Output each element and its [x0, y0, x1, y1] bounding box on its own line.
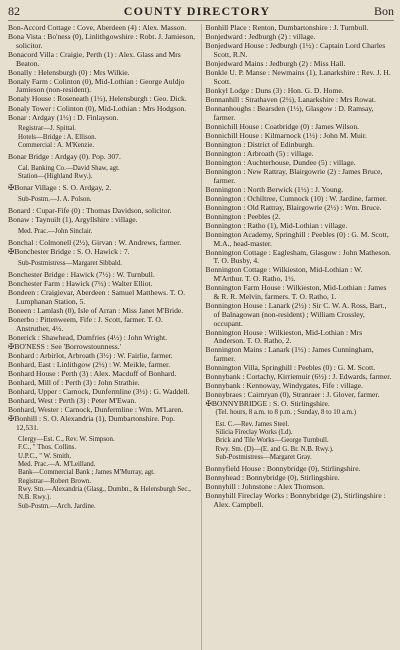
directory-entry: Station—(Highland Rwy.).	[18, 173, 93, 181]
directory-entry: Bonnington Cottage : Eaglesham, Glasgow : John Matheson. T. O. Busby, 4.	[205, 247, 391, 266]
directory-entry: Bonchal : Colmonell (2½), Girvan : W. Andrews, farmer.	[8, 238, 182, 248]
directory-entry: Bon-Accord Cottage : Cove, Aberdeen (4) : Alex. Masson.	[8, 24, 187, 32]
directory-entry: Bonnington : New Rattray, Blairgowrie (2) : James Bruce, farmer.	[205, 166, 383, 185]
directory-entry: Bonaly House : Roseneath (1½), Helensburgh : Geo. Dick.	[8, 94, 187, 104]
directory-entry: Boneen : Lamlash (0), Isle of Arran : Miss Janet M'Bride.	[8, 305, 184, 315]
directory-entry: Bonnington : District of Edinburgh.	[205, 139, 314, 149]
directory-entry: Bonnington : Auchterhouse, Dundee (5) : village.	[205, 157, 356, 167]
directory-entry: Bonjedward Mains : Jedburgh (2) : Miss Hall.	[205, 58, 346, 68]
directory-entry: Bonnington : Ochiltree, Cumnock (10) : W. Jardine, farmer.	[205, 193, 387, 203]
directory-entry: Bonnyfield House : Bonnybridge (0), Stirlingshire.	[205, 464, 361, 474]
directory-entry: Med. Prac.—A. M'Leilland.	[18, 460, 96, 468]
directory-entry: Bonnington Villa, Springhill : Peebles (0) : G. M. Scott.	[205, 363, 376, 373]
directory-entry: Bonhard, West : Perth (3) : Peter M'Ewan.	[8, 396, 137, 406]
directory-entry: Bonhard, Wester : Carnock, Dunfermline : Wm. M'Laren.	[8, 405, 184, 415]
directory-entry: ✠Bonhill : S. O. Alexandria (1), Dumbartonshire. Pop. 12,531.	[8, 414, 176, 432]
directory-entry: Rwy. Stn. (D)—(E. and G. Br. N.B. Rwy.).	[215, 445, 334, 453]
directory-entry: ✠BO'NESS : See 'Borrowstounness.'	[8, 341, 121, 351]
directory-entry: Med. Prac.—John Sinclair.	[18, 228, 93, 236]
directory-entry: Sub-Postmistress—Margaret Gray.	[215, 454, 312, 462]
directory-entry: Clergy—Est. C., Rev. W. Simpson.	[18, 435, 115, 443]
directory-entry: Bonhard, Upper : Carnock, Dunfermline (3½) : G. Waddell.	[8, 387, 190, 397]
directory-entry: Bonnichill House : Kilmarnock (1½) : John M. Muir.	[205, 130, 367, 140]
directory-entry: Cal. Banking Co.—David Shaw, agt.	[18, 164, 120, 172]
directory-entry: Bonnington : Arbroath (5) : village.	[205, 148, 314, 158]
directory-entry: Bonjedward : Jedburgh (2) : village.	[205, 32, 316, 42]
directory-entry: Bonnington House : Wilkieston, Mid-Lothian : Mrs Anderson. T. O. Ratho, 2.	[205, 327, 363, 346]
directory-entry: Bank—Commercial Bank ; James M'Murray, agt.	[18, 469, 155, 477]
directory-entry: Bonaw : Taynuilt (1), Argyllshire : village.	[8, 215, 138, 225]
directory-entry: Bonnybraes : Cairnryan (0), Stranraer : J. Glover, farmer.	[205, 390, 380, 400]
directory-entry: Bona Vista : Bo'ness (0), Linlithgowshire : Robt. J. Jamieson, solicitor.	[8, 32, 196, 50]
directory-entry: Bonnington Mains : Lanark (1½) : James Cunningham, farmer.	[205, 345, 374, 364]
directory-entry: ✠Bonchester Bridge : S. O. Hawick : 7.	[8, 247, 130, 257]
page-number: 82	[8, 4, 20, 18]
directory-entry: Registrar—Robert Brown.	[18, 477, 92, 485]
directory-entry: Bonar Bridge : Ardgay (0). Pop. 307.	[8, 152, 121, 162]
directory-entry: Bonchester Bridge : Hawick (7½) : W. Turnbull.	[8, 270, 155, 280]
directory-entry: Hotels—Bridge : A. Ellison.	[18, 133, 97, 141]
directory-entry: Sub-Postm.—Arch. Jardine.	[18, 502, 96, 510]
directory-entry: Sub-Postm.—J. A. Polson.	[18, 196, 92, 204]
directory-entry: Bonar : Ardgay (1½) : D. Finlayson.	[8, 112, 119, 122]
directory-entry: Commercial : A. M'Kenzie.	[18, 142, 95, 150]
directory-entry: Bonhard House : Perth (3) : Alex. Macduff of Bonhard.	[8, 368, 177, 378]
directory-entry: Bonerick : Shawhead, Dumfries (4½) : John Wright.	[8, 332, 167, 342]
directory-entry: F.C., " Thos. Collins.	[18, 444, 77, 452]
directory-entry: Bonnington : Old Rattray, Blairgowrie (2½) : Wm. Bruce.	[205, 202, 382, 212]
page-title: COUNTY DIRECTORY	[123, 4, 271, 18]
directory-entry: U.P.C., " W. Smith.	[18, 452, 72, 460]
guide-word: Bon	[373, 4, 394, 18]
columns	[8, 24, 394, 650]
directory-entry: Bonnington : Peebles (2.	[205, 211, 281, 221]
directory-entry: Bonard : Cupar-Fife (0) : Thomas Davidson, solicitor.	[8, 206, 172, 216]
directory-entry: Bonnanhoughs : Bearsden (1½), Glasgow : D. Ramsay, farmer.	[205, 103, 374, 122]
directory-entry: Bonerbo : Pittenweem, Fife : J. Scott, farmer. T. O. Anstruther, 4½.	[8, 315, 163, 333]
directory-entry: (Tel. hours, 8 a.m. to 8 p.m. ; Sunday, 8 to 10 a.m.)	[215, 409, 357, 417]
directory-entry: Bonnyhill Fireclay Works : Bonnybridge (2), Stirlingshire : Alex. Campbell.	[205, 491, 386, 510]
directory-entry: Bonnington Academy, Springhill : Peebles (0) : G. M. Scott, M.A., head-master.	[205, 229, 389, 248]
directory-entry: Bonnybank : Cortachy, Kirriemuir (6½) : J. Edwards, farmer.	[205, 372, 392, 382]
directory-entry: Bonhard, Mill of : Perth (3) : John Strathie.	[8, 378, 140, 388]
left-column	[8, 24, 197, 650]
right-column	[201, 24, 395, 650]
directory-entry: Bonacord Villa : Craigie, Perth (1) : Alex. Glass and Mrs Beaton.	[8, 49, 181, 68]
directory-entry: Sub-Postmistress—Margaret Sibbald.	[18, 259, 122, 267]
directory-entry: Bonchester Farm : Hawick (7½) : Walter Elliot.	[8, 279, 153, 289]
directory-entry: Est. C.—Rev. James Steel.	[215, 420, 290, 428]
directory-entry: Bonhard, East : Linlithgow (2½) : W. Meikle, farmer.	[8, 359, 171, 369]
directory-entry: Bondeen : Craigievar, Aberdeen : Samuel Matthews. T. O. Lumphanan Station, 5.	[8, 288, 185, 306]
directory-entry: Bonally : Helensburgh (0) : Mrs Wilkie.	[8, 67, 130, 77]
directory-entry: Bonnington Farm House : Wilkieston, Mid-Lothian : James & R. R. Melvin, farmers. T. O. Ratho, 1.	[205, 283, 387, 302]
directory-entry: Bonnington : Ratho (1), Mid-Lothian : village.	[205, 220, 348, 230]
directory-entry: Bonnichill House : Coatbridge (0) : James Wilson.	[205, 121, 360, 131]
directory-entry: Bonnington House : Lanark (2½) : Sir C. W. A. Ross, Bart., of Balnagowan (non-resident) ; William Crossley, occupant.	[205, 301, 387, 328]
directory-entry: ✠BONNYBRIDGE : S. O. Stirlingshire.	[205, 399, 330, 409]
directory-entry: Bonhard : Arbirlot, Arbroath (3½) : W. Fairlie, farmer.	[8, 350, 173, 360]
directory-entry: Rwy. Stn.—Alexandria (Glasg., Dumbn., & Helensburgh Sec., N.B. Rwy.).	[18, 486, 191, 502]
directory-entry: Brick and Tile Works—George Turnbull.	[215, 437, 329, 445]
directory-entry: Bonnanhill : Strathaven (2½), Lanarkshire : Mrs Rowat.	[205, 94, 376, 104]
directory-entry: Bonnington : North Berwick (1½) : J. Young.	[205, 184, 344, 194]
directory-entry: Bonaly Farm : Colinton (0), Mid-Lothian : George Auldjo Jamieson (non-resident).	[8, 76, 185, 95]
page-header	[8, 4, 394, 21]
directory-entry: Registrar—J. Spittal.	[18, 125, 76, 133]
directory-entry: Bonkyl Lodge : Duns (3) : Hon. G. D. Home.	[205, 85, 344, 95]
directory-entry: Bonnington Cottage : Wilkieston, Mid-Lothian : W. M'Arthur. T. O. Ratho, 1½.	[205, 265, 363, 284]
directory-entry: Bonaly Tower : Colinton (0), Mid-Lothian : Mrs Hodgson.	[8, 103, 187, 113]
directory-entry: Bonkle U. P. Manse : Newmains (1), Lanarkshire : Rev. J. H. Scott.	[205, 67, 391, 86]
directory-entry: Bonnybank : Kennoway, Windygates, Fife : village.	[205, 381, 363, 391]
directory-entry: Bonjedward House : Jedburgh (1½) : Captain Lord Charles Scott, R.N.	[205, 41, 386, 59]
directory-entry: Bonnyhill : Johnstone : Alex Thomson.	[205, 482, 325, 492]
directory-entry: Bonhill Place : Renton, Dumbartonshire : J. Turnbull.	[205, 24, 369, 32]
directory-entry: Silicia Fireclay Works (Ld).	[215, 428, 293, 436]
directory-entry: Bonnyhead : Bonnybridge (0), Stirlingshire.	[205, 473, 340, 483]
directory-entry: ✠Bonar Village : S. O. Ardgay, 2.	[8, 183, 112, 193]
